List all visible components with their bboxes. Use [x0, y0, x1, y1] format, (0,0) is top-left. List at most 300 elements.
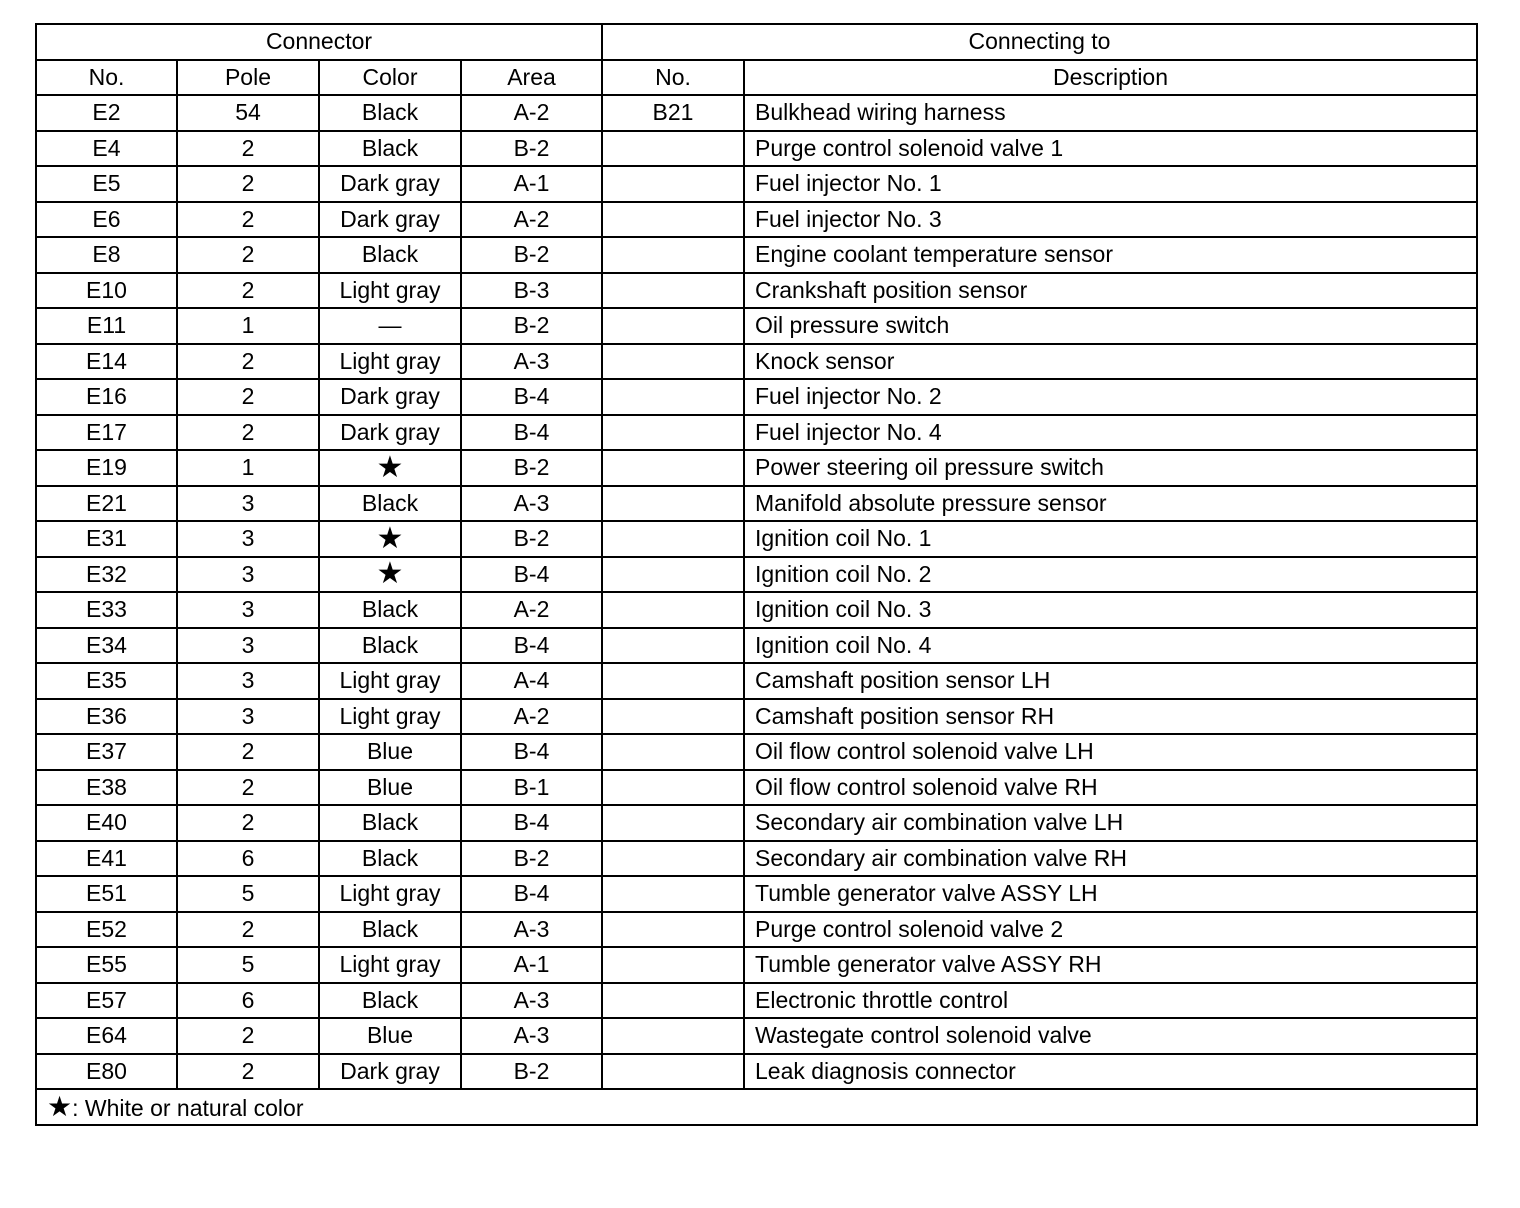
- cell-pole: [177, 592, 319, 628]
- cell-to-no: [602, 344, 744, 380]
- cell-area-text: B-2: [513, 844, 550, 871]
- cell-description: [744, 663, 1477, 699]
- cell-area-text: A-3: [513, 915, 550, 942]
- cell-pole: [177, 379, 319, 415]
- cell-no-text: E64: [86, 1022, 127, 1049]
- cell-color: [319, 628, 461, 664]
- table-row: [36, 237, 1477, 273]
- cell-pole: [177, 131, 319, 167]
- cell-description-text: Crankshaft position sensor: [755, 276, 1028, 303]
- cell-no: [36, 486, 177, 522]
- cell-description-text: Fuel injector No. 4: [755, 418, 942, 445]
- table-row: [36, 983, 1477, 1019]
- cell-area: [461, 841, 602, 877]
- cell-color-text: Light gray: [339, 880, 441, 907]
- table-row: [36, 876, 1477, 912]
- table-row: [36, 379, 1477, 415]
- star-icon: ★: [47, 1091, 73, 1123]
- cell-pole: [177, 663, 319, 699]
- cell-color: [319, 557, 461, 593]
- cell-to-no: [602, 770, 744, 806]
- cell-no-text: E32: [86, 560, 127, 587]
- cell-description: [744, 202, 1477, 238]
- cell-pole: [177, 308, 319, 344]
- cell-color: [319, 947, 461, 983]
- cell-description-text: Ignition coil No. 2: [755, 560, 932, 587]
- cell-description: [744, 947, 1477, 983]
- cell-no-text: E4: [92, 134, 121, 161]
- cell-no: [36, 95, 177, 131]
- cell-pole-text: 3: [241, 667, 255, 694]
- cell-color-text: Blue: [366, 1022, 414, 1049]
- table-row: [36, 95, 1477, 131]
- cell-description-text: Leak diagnosis connector: [755, 1057, 1016, 1084]
- cell-color: [319, 983, 461, 1019]
- cell-to-no: [602, 415, 744, 451]
- cell-color: [319, 663, 461, 699]
- cell-pole-text: 3: [241, 560, 255, 587]
- cell-description: [744, 983, 1477, 1019]
- cell-no-text: E80: [86, 1057, 127, 1084]
- cell-area: [461, 1018, 602, 1054]
- cell-to-no-text: B21: [652, 99, 694, 126]
- cell-no-text: E52: [86, 915, 127, 942]
- cell-to-no: [602, 947, 744, 983]
- cell-description: [744, 805, 1477, 841]
- cell-no: [36, 450, 177, 486]
- cell-to-no: [602, 628, 744, 664]
- cell-color-text: Black: [361, 99, 419, 126]
- cell-color-text: Light gray: [339, 951, 441, 978]
- cell-color-text: Black: [361, 844, 419, 871]
- cell-pole: [177, 202, 319, 238]
- cell-description-text: Oil flow control solenoid valve RH: [755, 773, 1098, 800]
- table-row: [36, 521, 1477, 557]
- cell-area-text: B-4: [513, 560, 550, 587]
- cell-to-no: [602, 805, 744, 841]
- cell-description-text: Fuel injector No. 3: [755, 205, 942, 232]
- cell-description-text: Secondary air combination valve RH: [755, 844, 1128, 871]
- cell-to-no: [602, 521, 744, 557]
- table-row: [36, 344, 1477, 380]
- cell-description: [744, 131, 1477, 167]
- connecting-to-group-header: Connecting to: [602, 24, 1477, 60]
- cell-description: [744, 379, 1477, 415]
- cell-color: [319, 166, 461, 202]
- table-row: [36, 947, 1477, 983]
- table-row: [36, 1018, 1477, 1054]
- cell-pole-text: 3: [241, 525, 255, 552]
- cell-pole-text: 2: [241, 773, 255, 800]
- cell-color-text: Black: [361, 241, 419, 268]
- cell-area: [461, 166, 602, 202]
- cell-to-no: [602, 663, 744, 699]
- cell-area: [461, 663, 602, 699]
- cell-pole-text: 2: [241, 1057, 255, 1084]
- footnote-row: [36, 1089, 1477, 1125]
- cell-no: [36, 628, 177, 664]
- cell-description: [744, 95, 1477, 131]
- cell-color-text: Dark gray: [340, 1057, 440, 1084]
- cell-area: [461, 983, 602, 1019]
- cell-area-text: B-4: [513, 418, 550, 445]
- cell-no: [36, 912, 177, 948]
- cell-no-text: E8: [92, 241, 121, 268]
- cell-no-text: E5: [92, 170, 121, 197]
- cell-to-no: [602, 450, 744, 486]
- cell-pole: [177, 166, 319, 202]
- table-row: [36, 486, 1477, 522]
- cell-pole: [177, 486, 319, 522]
- cell-pole: [177, 734, 319, 770]
- cell-no-text: E33: [86, 596, 127, 623]
- cell-no-text: E19: [86, 454, 127, 481]
- cell-to-no: [602, 202, 744, 238]
- cell-pole-text: 2: [241, 170, 255, 197]
- cell-pole: [177, 805, 319, 841]
- cell-area: [461, 628, 602, 664]
- cell-area: [461, 95, 602, 131]
- table-row: [36, 628, 1477, 664]
- cell-pole-text: 2: [241, 276, 255, 303]
- cell-area-text: A-4: [513, 667, 550, 694]
- cell-color-text: Light gray: [339, 667, 441, 694]
- cell-color: [319, 237, 461, 273]
- cell-no-text: E17: [86, 418, 127, 445]
- cell-description: [744, 1054, 1477, 1090]
- cell-area: [461, 947, 602, 983]
- cell-pole-text: 3: [241, 702, 255, 729]
- cell-pole-text: 3: [241, 489, 255, 516]
- cell-color-text: Blue: [366, 773, 414, 800]
- cell-color-text: Black: [361, 489, 419, 516]
- cell-color-text: Black: [361, 809, 419, 836]
- footnote-text: : White or natural color: [72, 1095, 304, 1122]
- cell-description-text: Camshaft position sensor RH: [755, 702, 1055, 729]
- cell-area-text: B-2: [513, 241, 550, 268]
- cell-no: [36, 308, 177, 344]
- table-row: [36, 663, 1477, 699]
- cell-color-text: Black: [361, 631, 419, 658]
- cell-color: [319, 344, 461, 380]
- column-header-to-no: No.: [602, 60, 744, 96]
- cell-area: [461, 415, 602, 451]
- cell-no: [36, 202, 177, 238]
- star-icon: ★: [376, 521, 404, 555]
- cell-area-text: B-4: [513, 738, 550, 765]
- cell-area: [461, 344, 602, 380]
- table-row: [36, 131, 1477, 167]
- cell-color: [319, 379, 461, 415]
- cell-pole-text: 1: [241, 454, 255, 481]
- cell-pole: [177, 947, 319, 983]
- cell-area-text: A-3: [513, 1022, 550, 1049]
- cell-color: [319, 841, 461, 877]
- cell-pole-text: 2: [241, 915, 255, 942]
- cell-area: [461, 912, 602, 948]
- cell-description: [744, 841, 1477, 877]
- cell-area-text: B-4: [513, 880, 550, 907]
- cell-description: [744, 486, 1477, 522]
- cell-no: [36, 166, 177, 202]
- table-body: [36, 95, 1477, 1089]
- cell-to-no: [602, 699, 744, 735]
- cell-no-text: E55: [86, 951, 127, 978]
- column-header-description: Description: [744, 60, 1477, 96]
- cell-description: [744, 237, 1477, 273]
- cell-description: [744, 628, 1477, 664]
- cell-to-no: [602, 308, 744, 344]
- cell-no: [36, 947, 177, 983]
- cell-description-text: Tumble generator valve ASSY RH: [755, 951, 1102, 978]
- cell-description: [744, 521, 1477, 557]
- table-row: [36, 592, 1477, 628]
- cell-color: [319, 699, 461, 735]
- cell-no: [36, 1054, 177, 1090]
- cell-no: [36, 592, 177, 628]
- cell-color: [319, 1018, 461, 1054]
- cell-color: [319, 308, 461, 344]
- cell-description-text: Bulkhead wiring harness: [755, 99, 1006, 126]
- cell-pole-text: 3: [241, 596, 255, 623]
- cell-area: [461, 379, 602, 415]
- cell-color: [319, 912, 461, 948]
- cell-no-text: E57: [86, 986, 127, 1013]
- cell-color-text: Blue: [366, 738, 414, 765]
- cell-no-text: E51: [86, 880, 127, 907]
- cell-area: [461, 876, 602, 912]
- cell-pole-text: 2: [241, 347, 255, 374]
- cell-to-no: [602, 166, 744, 202]
- cell-color-text: Light gray: [339, 276, 441, 303]
- cell-to-no: [602, 734, 744, 770]
- cell-pole: [177, 983, 319, 1019]
- table-row: [36, 557, 1477, 593]
- cell-pole-text: 1: [241, 312, 255, 339]
- connector-table: [35, 23, 1478, 1126]
- cell-pole: [177, 95, 319, 131]
- cell-to-no: [602, 557, 744, 593]
- table-row: [36, 166, 1477, 202]
- cell-to-no: [602, 912, 744, 948]
- cell-no-text: E16: [86, 383, 127, 410]
- cell-to-no: [602, 131, 744, 167]
- cell-area-text: A-2: [513, 702, 550, 729]
- cell-pole: [177, 876, 319, 912]
- star-icon: ★: [376, 450, 404, 484]
- cell-area: [461, 273, 602, 309]
- cell-color: [319, 450, 461, 486]
- cell-description-text: Purge control solenoid valve 2: [755, 915, 1064, 942]
- cell-no-text: E41: [86, 844, 127, 871]
- cell-pole-text: 2: [241, 241, 255, 268]
- cell-area-text: B-2: [513, 312, 550, 339]
- cell-area-text: B-2: [513, 525, 550, 552]
- star-icon: ★: [376, 557, 404, 591]
- cell-color-text: Dark gray: [340, 170, 440, 197]
- cell-area-text: A-2: [513, 99, 550, 126]
- table-row: [36, 202, 1477, 238]
- cell-area-text: B-4: [513, 809, 550, 836]
- cell-area-text: B-4: [513, 631, 550, 658]
- cell-to-no: [602, 237, 744, 273]
- cell-area-text: B-4: [513, 383, 550, 410]
- connector-group-header: Connector: [36, 24, 602, 60]
- cell-description: [744, 699, 1477, 735]
- cell-description-text: Engine coolant temperature sensor: [755, 241, 1113, 268]
- cell-description: [744, 273, 1477, 309]
- cell-pole-text: 3: [241, 631, 255, 658]
- cell-no: [36, 841, 177, 877]
- cell-description-text: Tumble generator valve ASSY LH: [755, 880, 1098, 907]
- cell-description-text: Manifold absolute pressure sensor: [755, 489, 1107, 516]
- group-header-row: [36, 24, 1477, 60]
- cell-color-text: —: [378, 312, 402, 339]
- cell-pole-text: 5: [241, 951, 255, 978]
- cell-pole: [177, 237, 319, 273]
- cell-description: [744, 344, 1477, 380]
- cell-pole-text: 2: [241, 738, 255, 765]
- cell-area-text: B-3: [513, 276, 550, 303]
- cell-to-no: [602, 273, 744, 309]
- cell-no: [36, 663, 177, 699]
- cell-pole-text: 2: [241, 809, 255, 836]
- cell-pole: [177, 273, 319, 309]
- cell-no-text: E6: [92, 205, 121, 232]
- cell-color: [319, 131, 461, 167]
- cell-no: [36, 983, 177, 1019]
- cell-color: [319, 876, 461, 912]
- cell-description-text: Knock sensor: [755, 347, 895, 374]
- cell-area-text: A-3: [513, 986, 550, 1013]
- cell-no-text: E21: [86, 489, 127, 516]
- cell-no-text: E10: [86, 276, 127, 303]
- cell-description: [744, 308, 1477, 344]
- cell-pole-text: 6: [241, 844, 255, 871]
- cell-color: [319, 273, 461, 309]
- cell-color-text: Light gray: [339, 702, 441, 729]
- cell-color: [319, 770, 461, 806]
- table-row: [36, 734, 1477, 770]
- table-row: [36, 770, 1477, 806]
- cell-description-text: Secondary air combination valve LH: [755, 809, 1124, 836]
- cell-pole: [177, 344, 319, 380]
- cell-area-text: B-1: [513, 773, 550, 800]
- cell-pole: [177, 628, 319, 664]
- cell-description-text: Fuel injector No. 2: [755, 383, 942, 410]
- cell-color: [319, 202, 461, 238]
- cell-pole-text: 2: [241, 383, 255, 410]
- cell-description: [744, 770, 1477, 806]
- cell-description: [744, 166, 1477, 202]
- table-row: [36, 273, 1477, 309]
- cell-no-text: E38: [86, 773, 127, 800]
- cell-description-text: Ignition coil No. 4: [755, 631, 932, 658]
- cell-color: [319, 1054, 461, 1090]
- cell-no: [36, 344, 177, 380]
- cell-no-text: E14: [86, 347, 127, 374]
- cell-description-text: Camshaft position sensor LH: [755, 667, 1051, 694]
- cell-no-text: E11: [86, 312, 127, 339]
- cell-area-text: A-3: [513, 489, 550, 516]
- cell-description-text: Ignition coil No. 1: [755, 525, 932, 552]
- cell-area: [461, 202, 602, 238]
- cell-pole-text: 2: [241, 418, 255, 445]
- cell-to-no: [602, 876, 744, 912]
- cell-area: [461, 237, 602, 273]
- cell-area: [461, 450, 602, 486]
- cell-pole-text: 5: [241, 880, 255, 907]
- cell-no: [36, 237, 177, 273]
- cell-color-text: Black: [361, 915, 419, 942]
- cell-description-text: Electronic throttle control: [755, 986, 1009, 1013]
- table-row: [36, 912, 1477, 948]
- table-row: [36, 415, 1477, 451]
- cell-color-text: Dark gray: [340, 383, 440, 410]
- table-row: [36, 308, 1477, 344]
- cell-area: [461, 1054, 602, 1090]
- cell-area: [461, 734, 602, 770]
- cell-description: [744, 1018, 1477, 1054]
- cell-area-text: A-1: [513, 951, 550, 978]
- cell-pole-text: 54: [235, 99, 261, 126]
- cell-pole-text: 2: [241, 134, 255, 161]
- cell-description: [744, 592, 1477, 628]
- cell-pole: [177, 699, 319, 735]
- cell-pole: [177, 521, 319, 557]
- cell-to-no: [602, 983, 744, 1019]
- cell-description: [744, 876, 1477, 912]
- cell-no-text: E31: [86, 525, 127, 552]
- cell-area-text: B-2: [513, 134, 550, 161]
- cell-description-text: Oil flow control solenoid valve LH: [755, 738, 1094, 765]
- cell-description: [744, 734, 1477, 770]
- table-row: [36, 699, 1477, 735]
- cell-area-text: B-2: [513, 1057, 550, 1084]
- cell-description-text: Purge control solenoid valve 1: [755, 134, 1064, 161]
- cell-area: [461, 521, 602, 557]
- footnote-cell: [36, 1089, 1477, 1125]
- cell-no: [36, 1018, 177, 1054]
- cell-no: [36, 379, 177, 415]
- cell-to-no: [602, 592, 744, 628]
- table-row: [36, 1054, 1477, 1090]
- cell-pole: [177, 450, 319, 486]
- cell-no: [36, 876, 177, 912]
- cell-no: [36, 770, 177, 806]
- column-header-row: [36, 60, 1477, 96]
- cell-area-text: B-2: [513, 454, 550, 481]
- cell-no: [36, 273, 177, 309]
- cell-area-text: A-2: [513, 205, 550, 232]
- column-header-pole: Pole: [177, 60, 319, 96]
- cell-pole-text: 6: [241, 986, 255, 1013]
- cell-no: [36, 734, 177, 770]
- cell-area: [461, 805, 602, 841]
- table-row: [36, 805, 1477, 841]
- cell-pole: [177, 912, 319, 948]
- cell-description: [744, 912, 1477, 948]
- cell-color: [319, 521, 461, 557]
- cell-no: [36, 521, 177, 557]
- cell-no: [36, 131, 177, 167]
- cell-color-text: Black: [361, 596, 419, 623]
- column-header-no: No.: [36, 60, 177, 96]
- cell-area-text: A-3: [513, 347, 550, 374]
- cell-no-text: E35: [86, 667, 127, 694]
- cell-pole: [177, 841, 319, 877]
- column-header-color: Color: [319, 60, 461, 96]
